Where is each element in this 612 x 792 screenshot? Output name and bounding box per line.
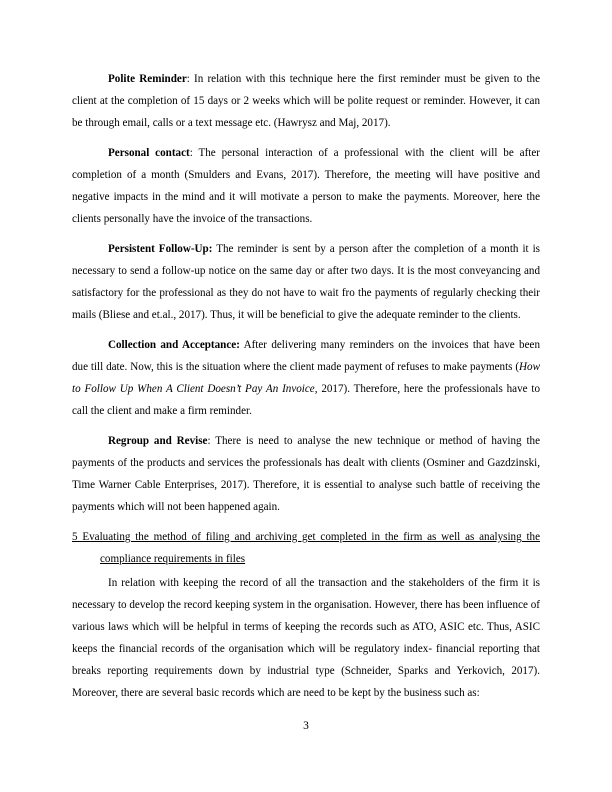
paragraph-lead: Regroup and Revise xyxy=(108,435,208,447)
paragraph-collection-acceptance xyxy=(72,334,540,422)
paragraph-italic-citation: How to Follow Up When A Client Doesn’t Pay An Invoice, xyxy=(72,361,540,395)
document-page xyxy=(72,68,540,712)
page-number: 3 xyxy=(303,720,309,732)
paragraph-persistent-follow-up xyxy=(72,238,540,326)
section-heading: 5 Evaluating the method of filing and archiving get completed in the firm as well as analysing the compliance requirements in files xyxy=(72,531,540,565)
paragraph-text: The reminder is sent by a person after the completion of a month it is necessary to send a follow-up notice on the same day or after two days. It is the most conveyancing and satisfactory for the professional as they do not have to wait fro the payments of regularly checking their mails (Bliese and et.al., 2017). Thus, it will be beneficial to give the adequate reminder to the clients. xyxy=(72,243,541,321)
paragraph-text: In relation with this technique here the first reminder must be given to the client at the completion of 15 days or 2 weeks which will be polite request or reminder. However, it can be through email, calls or a text message etc. (Hawrysz and Maj, 2017). xyxy=(72,73,540,129)
lead-separator: : xyxy=(186,73,190,85)
paragraph-lead: Polite Reminder xyxy=(108,73,187,85)
paragraph-lead: Personal contact xyxy=(108,147,190,159)
paragraph-polite-reminder xyxy=(72,68,540,134)
paragraph-text: After delivering many reminders on the invoices that have been due till date. Now, this is the situation where the client made payment of refuses to make payments ( xyxy=(72,339,540,373)
paragraph-text: 2017). Therefore, here the professionals have to call the client and make a firm reminder. xyxy=(72,383,540,417)
paragraph-regroup-revise xyxy=(72,430,540,518)
paragraph-personal-contact xyxy=(72,142,540,230)
lead-separator: : xyxy=(189,147,193,159)
paragraph-lead: Persistent Follow-Up: xyxy=(108,243,213,255)
paragraph-text: There is need to analyse the new technique or method of having the payments of the products and services the professionals has dealt with clients (Osminer and Gazdzinski, Time Warner Cable Enterprises, 2017). Therefore, it is essential to analyse such battle of receiving the payments which will not been happened again. xyxy=(72,435,540,513)
section-body: In relation with keeping the record of all the transaction and the stakeholders of the firm it is necessary to develop the record keeping system in the organisation. However, there has been influence of various laws which will be helpful in terms of keeping the records such as ATO, ASIC etc. Thus, ASIC keeps the financial records of the organisation which will be regulatory index- financial reporting that breaks reporting requirements down by industrial type (Schneider, Sparks and Yerkovich, 2017). Moreover, there are several basic records which are need to be kept by the business such as: xyxy=(72,577,540,699)
paragraph-lead: Collection and Acceptance: xyxy=(108,339,240,351)
lead-separator: : xyxy=(207,435,211,447)
paragraph-text: The personal interaction of a professional with the client will be after completion of a month (Smulders and Evans, 2017). Therefore, the meeting will have positive and negative impacts in the mind and it will motivate a person to make the payments. Moreover, here the clients personally have the invoice of the transactions. xyxy=(72,147,540,225)
